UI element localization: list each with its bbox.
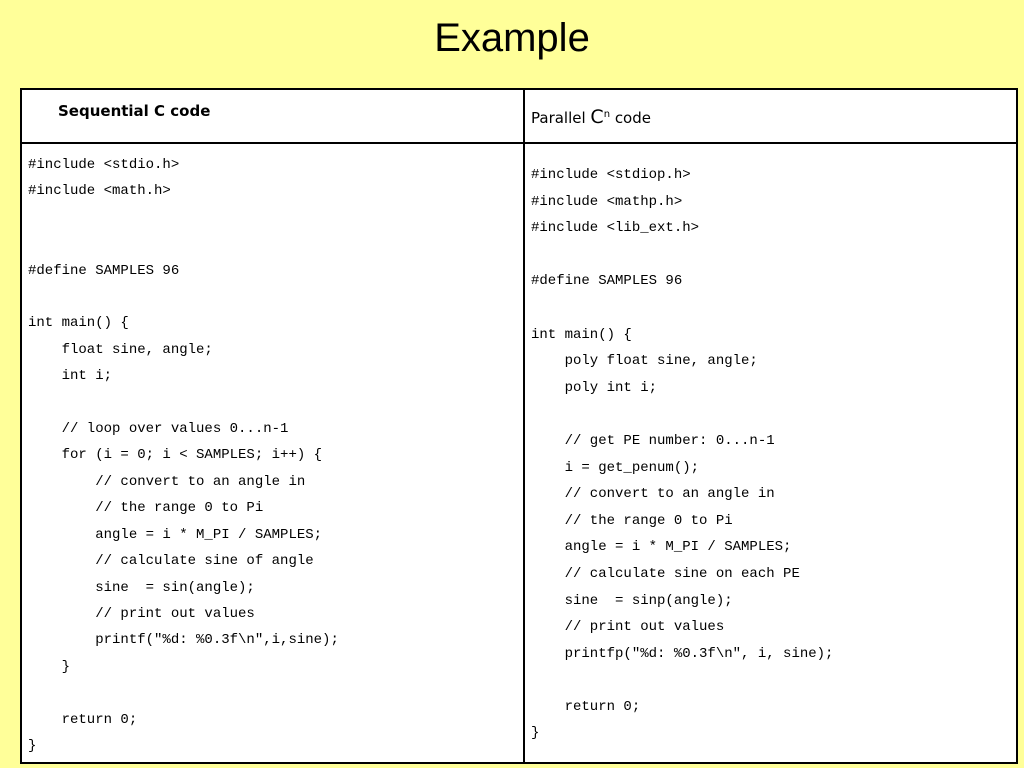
parallel-header-superscript: n (603, 109, 611, 120)
column-divider (523, 90, 525, 762)
code-comparison-table (20, 88, 1018, 764)
slide-title: Example (434, 16, 590, 60)
parallel-header-prefix: Parallel (531, 109, 591, 127)
parallel-code-block: #include <stdiop.h> #include <mathp.h> #include <lib_ext.h> #define SAMPLES 96 int main() { poly float sine, angle; poly int i; // get PE number: 0...n-1 i = get_penum(); // convert to an angle in // the range 0 to Pi angle = i * M_PI / SAMPLES; // calculate sine on each PE sine = sinp(angle); // print out values printfp("%d: %0.3f\n", i, sine); return 0; } (531, 167, 834, 742)
sequential-code-block: #include <stdio.h> #include <math.h> #define SAMPLES 96 int main() { float sine, angle; int i; // loop over values 0...n-1 for (i = 0; i < SAMPLES; i++) { // convert to an angle in // the range 0 to Pi angle = i * M_PI / SAMPLES; // calculate sine of angle sine = sin(angle); // print out values printf("%d: %0.3f\n",i,sine); } return 0; } (28, 157, 339, 754)
sequential-code-header: Sequential C code (58, 102, 211, 120)
parallel-code-header (525, 90, 1018, 142)
header-divider (22, 142, 1016, 144)
parallel-header-suffix: code (610, 109, 651, 127)
parallel-header-lang: C (590, 106, 604, 128)
